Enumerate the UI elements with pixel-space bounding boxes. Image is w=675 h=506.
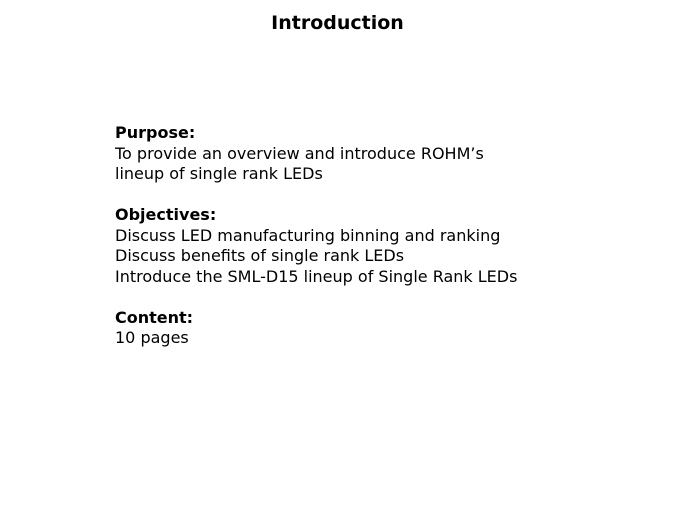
section-objectives <box>115 205 655 287</box>
objectives-heading: Objectives: <box>115 205 217 224</box>
content-line: 10 pages <box>115 328 189 347</box>
content-heading: Content: <box>115 307 194 327</box>
section-purpose <box>115 123 655 185</box>
purpose-line: To provide an overview and introduce ROHM’s <box>115 143 484 163</box>
purpose-line: lineup of single rank LEDs <box>115 164 323 183</box>
slide-content <box>115 123 655 369</box>
slide-title: Introduction <box>271 12 404 34</box>
purpose-heading: Purpose: <box>115 123 196 142</box>
objectives-line: Introduce the SML-D15 lineup of Single Rank LEDs <box>115 266 518 286</box>
objectives-line: Discuss LED manufacturing binning and ranking <box>115 225 501 245</box>
objectives-line: Discuss benefits of single rank LEDs <box>115 246 405 265</box>
section-content <box>115 308 655 349</box>
